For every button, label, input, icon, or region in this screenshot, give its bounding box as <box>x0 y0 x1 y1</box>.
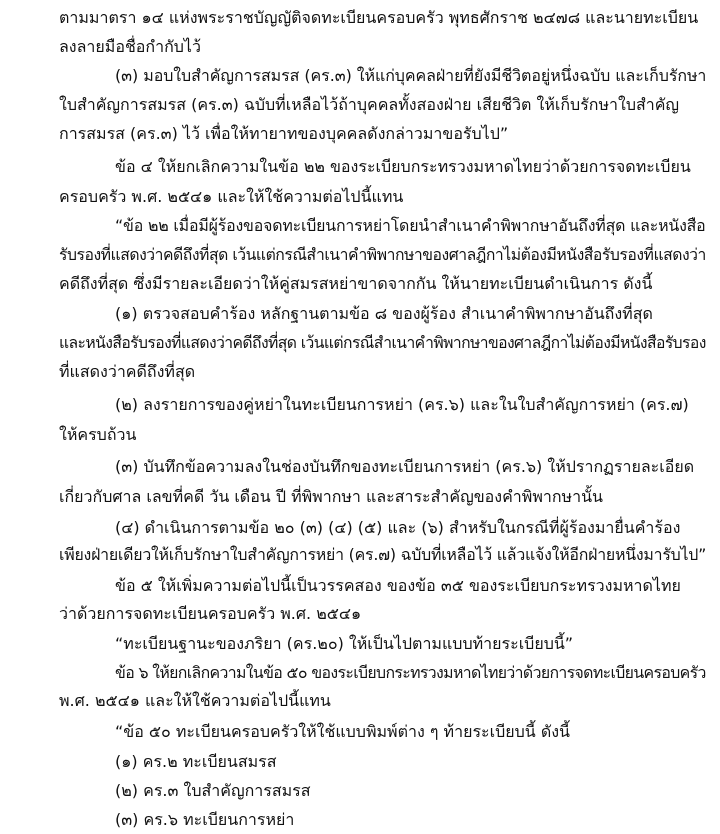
text-line: (๔) ดำเนินการตามข้อ ๒๐ (๓) (๔) (๕) และ (๖) สำหรับในกรณีที่ผู้ร้องมายื่นคำร้อง <box>115 518 681 537</box>
text-line: (๓) มอบใบสำคัญการสมรส (คร.๓) ให้แก่บุคคลฝ่ายที่ยังมีชีวิตอยู่หนึ่งฉบับ และเก็บรักษา <box>115 66 707 85</box>
text-line: “ทะเบียนฐานะของภริยา (คร.๒๐) ให้เป็นไปตามแบบท้ายระเบียบนี้” <box>115 634 574 653</box>
text-line: (๓) บันทึกข้อความลงในช่องบันทึกของทะเบียนการหย่า (คร.๖) ให้ปรากฏรายละเอียด <box>115 457 695 476</box>
text-line: ว่าด้วยการจดทะเบียนครอบครัว พ.ศ. ๒๕๔๑ <box>59 604 362 623</box>
text-line: (๒) คร.๓ ใบสำคัญการสมรส <box>115 781 311 800</box>
text-line: ข้อ ๕ ให้เพิ่มความต่อไปนี้เป็นวรรคสอง ของข้อ ๓๕ ของระเบียบกระทรวงมหาดไทย <box>115 576 681 595</box>
text-line: การสมรส (คร.๓) ไว้ เพื่อให้ทายาทของบุคคลดังกล่าวมาขอรับไป” <box>59 124 509 143</box>
text-line: “ข้อ ๕๐ ทะเบียนครอบครัวให้ใช้แบบพิมพ์ต่าง ๆ ท้ายระเบียบนี้ ดังนี้ <box>115 722 570 741</box>
text-line: ใบสำคัญการสมรส (คร.๓) ฉบับที่เหลือไว้ถ้าบุคคลทั้งสองฝ่าย เสียชีวิต ให้เก็บรักษาใบสำคัญ <box>59 95 680 114</box>
text-line: ข้อ ๔ ให้ยกเลิกความในข้อ ๒๒ ของระเบียบกระทรวงมหาดไทยว่าด้วยการจดทะเบียน <box>115 157 691 176</box>
text-line: “ข้อ ๒๒ เมื่อมีผู้ร้องขอจดทะเบียนการหย่าโดยนำสำเนาคำพิพากษาอันถึงที่สุด และหนังสือ <box>115 216 706 235</box>
text-line: คดีถึงที่สุด ซึ่งมีรายละเอียดว่าให้คู่สมรสหย่าขาดจากกัน ให้นายทะเบียนดำเนินการ ดังนี้ <box>59 274 653 293</box>
text-line: พ.ศ. ๒๕๔๑ และให้ใช้ความต่อไปนี้แทน <box>59 691 331 710</box>
text-line: ลงลายมือชื่อกำกับไว้ <box>59 37 201 56</box>
text-line: (๒) ลงรายการของคู่หย่าในทะเบียนการหย่า (คร.๖) และในใบสำคัญการหย่า (คร.๗) <box>115 395 689 414</box>
text-line: รับรองที่แสดงว่าคดีถึงที่สุด เว้นแต่กรณีสำเนาคำพิพากษาของศาลฎีกาไม่ต้องมีหนังสือรับรองที่แสดงว่า <box>59 245 706 264</box>
text-line: (๑) ตรวจสอบคำร้อง หลักฐานตามข้อ ๘ ของผู้ร้อง สำเนาคำพิพากษาอันถึงที่สุด <box>115 304 653 323</box>
text-line: เพียงฝ่ายเดียวให้เก็บรักษาใบสำคัญการหย่า (คร.๗) ฉบับที่เหลือไว้ แล้วแจ้งให้อีกฝ่ายหนึ่งมารับไป” <box>59 545 707 564</box>
text-line: ที่แสดงว่าคดีถึงที่สุด <box>59 362 196 381</box>
text-line: และหนังสือรับรองที่แสดงว่าคดีถึงที่สุด เว้นแต่กรณีสำเนาคำพิพากษาของศาลฎีกาไม่ต้องมีหนังสือรับรอง <box>59 333 706 352</box>
text-line: ครอบครัว พ.ศ. ๒๕๔๑ และให้ใช้ความต่อไปนี้แทน <box>59 187 404 206</box>
text-line: (๑) คร.๒ ทะเบียนสมรส <box>115 752 277 771</box>
text-line: (๓) คร.๖ ทะเบียนการหย่า <box>115 810 295 829</box>
text-line: เกี่ยวกับศาล เลขที่คดี วัน เดือน ปี ที่พิพากษา และสาระสำคัญของคำพิพากษานั้น <box>59 487 603 506</box>
text-line: ข้อ ๖ ให้ยกเลิกความในข้อ ๕๐ ของระเบียบกระทรวงมหาดไทยว่าด้วยการจดทะเบียนครอบครัว <box>115 663 706 682</box>
text-line: ให้ครบถ้วน <box>59 425 137 444</box>
text-line: ตามมาตรา ๑๔ แห่งพระราชบัญญัติจดทะเบียนครอบครัว พุทธศักราช ๒๔๗๘ และนายทะเบียน <box>59 8 699 27</box>
